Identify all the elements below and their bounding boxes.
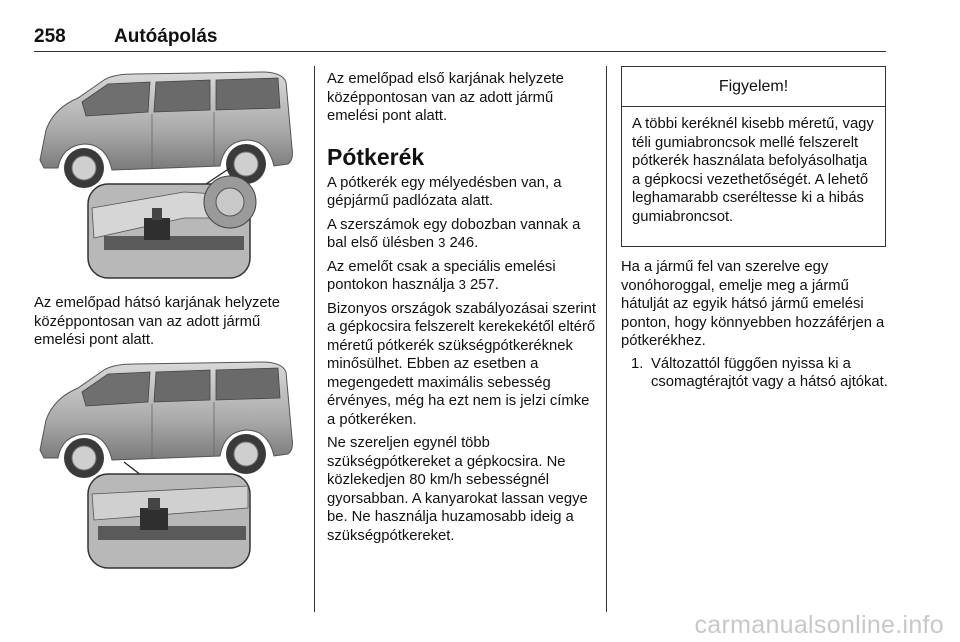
step-item	[625, 355, 891, 392]
paragraph-emergency-wheel: Ne szereljen egynél több szükségpótkereket a gépkocsira. Ne közlekedjen 80 km/h sebességnél gyorsabban. A kanyarokat lassan vegye be. Ne használja huzamosabb ideig a szükségpótkereket.	[327, 435, 588, 544]
figure-caption-rear: Az emelőpad hátsó karjának helyzete középpontosan van az adott jármű emelési pont alatt.	[34, 295, 280, 348]
tools-page-ref[interactable]: 246.	[449, 235, 479, 251]
jack-text: Az emelőt csak a speciális emelési pontokon használja	[327, 258, 556, 293]
paragraph-spare-location: A pótkerék egy mélyedésben van, a gépjármű padlózata alatt.	[327, 174, 562, 209]
column-divider-1	[314, 66, 315, 612]
van-rear-lift-illustration	[34, 68, 298, 284]
column-divider-2	[606, 66, 607, 612]
van-front-lift-illustration	[34, 358, 298, 574]
paragraph-jack	[327, 258, 597, 295]
front-lift-paragraph: Az emelőpad első karjának helyzete középpontosan van az adott jármű emelési pont alatt.	[327, 71, 564, 124]
warning-title: Figyelem!	[622, 67, 885, 107]
tools-text: A szerszámok egy dobozban vannak a bal első ülésben	[327, 216, 581, 251]
page-reference-icon: 3	[458, 277, 466, 292]
section-heading-spare-wheel: Pótkerék	[327, 143, 425, 170]
warning-notice-box	[621, 66, 886, 247]
watermark: carmanualsonline.info	[694, 611, 944, 639]
paragraph-tools	[327, 216, 597, 253]
warning-body: A többi keréknél kisebb méretű, vagy téli gumiabroncsok mellé felszerelt pótkerék használata befolyásolhatja a gépkocsi vezethetőségét. A lehető leghamarabb cseréltesse ki a hibás gumiabroncsot.	[632, 116, 874, 225]
paragraph-tow-hook: Ha a jármű fel van szerelve egy vonóhoroggal, emelje meg a jármű hátulját az egyik hátsó jármű emelési ponton, hogy könnyebben hozzáférjen a pótkerékhez.	[621, 259, 885, 349]
page-header	[34, 26, 886, 52]
page-number: 258	[34, 26, 66, 47]
column-2	[327, 70, 597, 550]
steps-list	[621, 355, 891, 392]
step-number: 1.	[631, 355, 644, 372]
step-text: Változattól függően nyissa ki a csomagtérajtót vagy a hátsó ajtókat.	[651, 355, 888, 390]
chapter-title: Autóápolás	[114, 26, 218, 47]
jack-page-ref[interactable]: 257.	[470, 277, 499, 293]
column-3	[621, 258, 891, 392]
page-reference-icon: 3	[438, 235, 446, 250]
paragraph-regulations: Bizonyos országok szabályozásai szerint a gépkocsira felszerelt kerekekétől eltérő méretű pótkerék szükségpótkeréknek minősülhet. Ebben az esetben a megengedett maximális sebesség érvényes, még ha ezt nem is jelzi címke a pótkeréken.	[327, 300, 596, 428]
